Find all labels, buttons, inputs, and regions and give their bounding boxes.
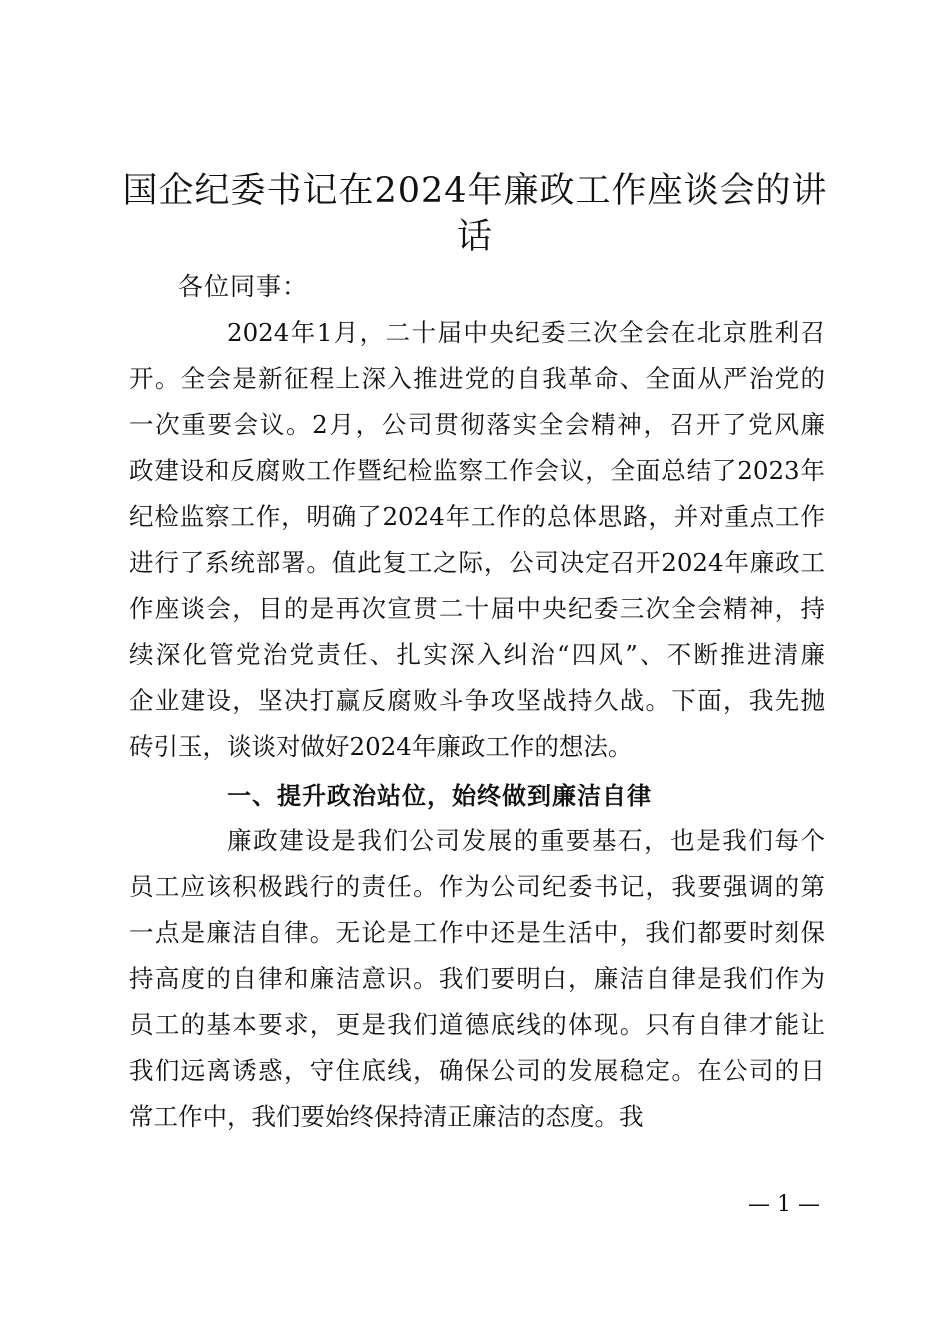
paragraph-2-line: 员工的基本要求，更是我们道德底线的体现。只有自律才能让	[129, 1010, 825, 1039]
paragraph-2-line: 廉政建设是我们公司发展的重要基石，也是我们每个	[227, 826, 825, 855]
paragraph-1-line: 砖引玉，谈谈对做好2024年廉政工作的想法。	[129, 732, 633, 761]
section-heading: 一、提升政治站位，始终做到廉洁自律	[227, 782, 652, 810]
paragraph-2-line: 我们远离诱惑，守住底线，确保公司的发展稳定。在公司的日	[129, 1056, 825, 1085]
paragraph-1-line: 作座谈会，目的是再次宣贯二十届中央纪委三次全会精神，持	[129, 594, 825, 623]
paragraph-1-line: 企业建设，坚决打赢反腐败斗争攻坚战持久战。下面，我先抛	[129, 686, 825, 715]
document-title	[120, 168, 830, 260]
paragraph-1-line: 进行了系统部署。值此复工之际，公司决定召开2024年廉政工	[129, 548, 825, 577]
title-line: 国企纪委书记在2024年廉政工作座谈会的讲	[122, 171, 828, 211]
paragraph-1-line: 2024年1月，二十届中央纪委三次全会在北京胜利召	[227, 318, 825, 347]
title-line: 话	[456, 217, 493, 257]
paragraph-1-line: 续深化管党治党责任、扎实深入纠治“四风”、不断推进清廉	[129, 640, 825, 669]
paragraph-2-line: 常工作中，我们要始终保持清正廉洁的态度。我	[129, 1102, 644, 1131]
paragraph-1-line: 政建设和反腐败工作暨纪检监察工作会议，全面总结了2023年	[129, 456, 825, 485]
paragraph-2-line: 一点是廉洁自律。无论是工作中还是生活中，我们都要时刻保	[129, 918, 825, 947]
paragraph-1-line: 纪检监察工作，明确了2024年工作的总体思路，并对重点工作	[129, 502, 825, 531]
paragraph-2-line: 持高度的自律和廉洁意识。我们要明白，廉洁自律是我们作为	[129, 964, 825, 993]
page-number: — 1 —	[748, 1192, 820, 1217]
paragraph-1-line: 一次重要会议。2月，公司贯彻落实全会精神，召开了党风廉	[129, 410, 825, 439]
salutation: 各位同事：	[178, 272, 309, 301]
paragraph-2-line: 员工应该积极践行的责任。作为公司纪委书记，我要强调的第	[129, 872, 825, 901]
paragraph-1-line: 开。全会是新征程上深入推进党的自我革命、全面从严治党的	[129, 364, 825, 393]
